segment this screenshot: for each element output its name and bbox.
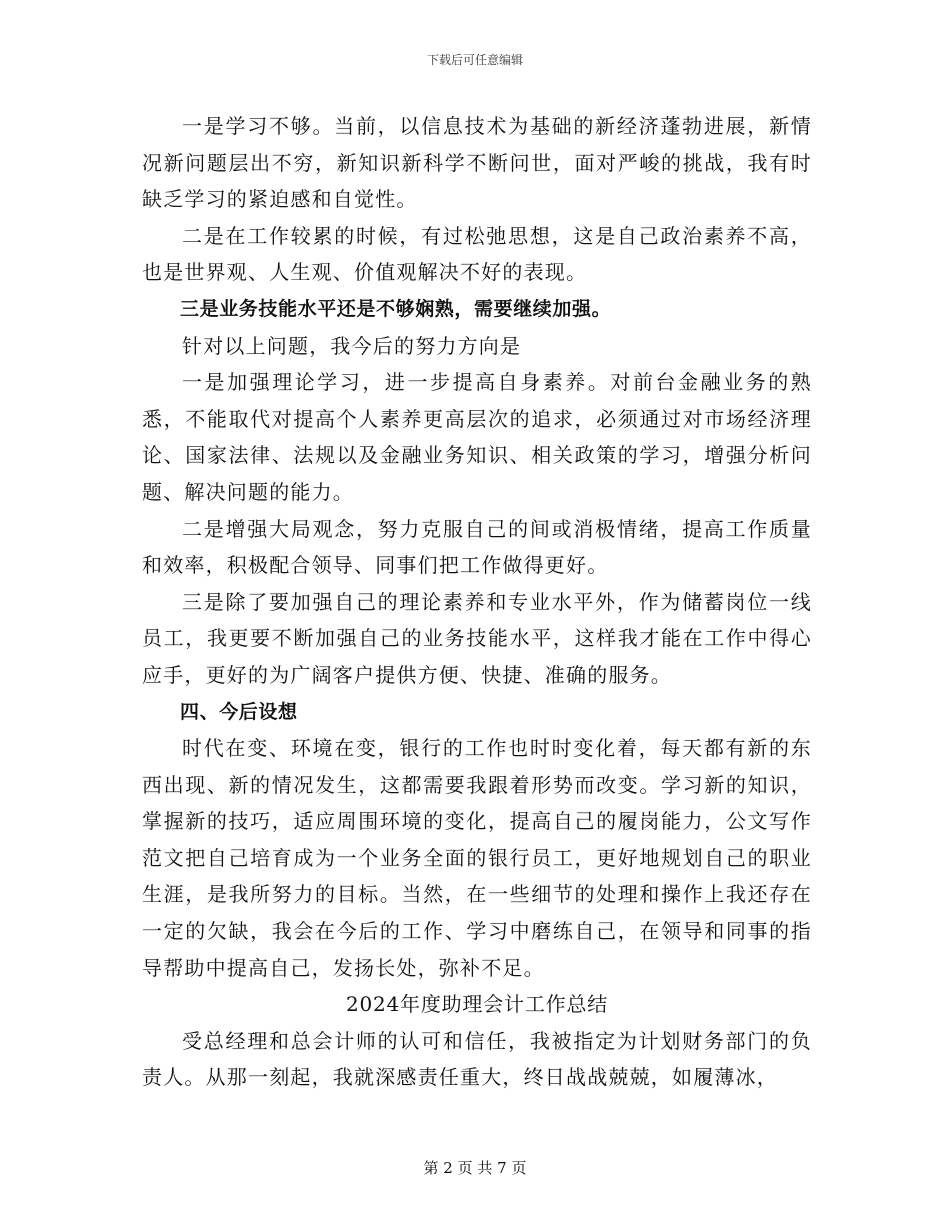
paragraph-relaxed-thinking: 二是在工作较累的时候，有过松弛思想，这是自己政治素养不高，也是世界观、人生观、价值观解决不好的表现。 xyxy=(142,223,812,285)
paragraph-big-picture: 二是增强大局观念，努力克服自己的间或消极情绪，提高工作质量和效率，积极配合领导、同事们把工作做得更好。 xyxy=(142,516,812,578)
page-number: 第 2 页 共 7 页 xyxy=(423,1159,527,1177)
section-heading-future-plans: 四、今后设想 xyxy=(180,700,298,723)
paragraph-appointment: 受总经理和总会计师的认可和信任，我被指定为计划财务部门的负责人。从那一刻起，我就深感责任重大，终日战战兢兢，如履薄冰， xyxy=(142,1028,812,1090)
page-header-note: 下载后可任意编辑 xyxy=(426,53,523,67)
paragraph-future-plans: 时代在变、环境在变，银行的工作也时时变化着，每天都有新的东西出现、新的情况发生，这都需要我跟着形势而改变。学习新的知识，掌握新的技巧，适应周围环境的变化，提高自己的履岗能力，公文写作范文把自己培育成为一个业务全面的银行员工，更好地规划自己的职业生涯，是我所努力的目标。当然，在一些细节的处理和操作上我还存在一定的欠缺，我会在今后的工作、学习中磨练自己，在领导和同事的指导帮助中提高自己，发扬长处，弥补不足。 xyxy=(142,736,812,980)
document-title: 2024年度助理会计工作总结 xyxy=(345,992,609,1017)
paragraph-theory-study: 一是加强理论学习，进一步提高自身素养。对前台金融业务的熟悉，不能取代对提高个人素养更高层次的追求，必须通过对市场经济理论、国家法律、法规以及金融业务知识、相关政策的学习，增强分析问题、解决问题的能力。 xyxy=(142,370,812,504)
document-body xyxy=(142,108,812,1096)
paragraph-professional-skill: 三是除了要加强自己的理论素养和专业水平外，作为储蓄岗位一线员工，我更要不断加强自己的业务技能水平，这样我才能在工作中得心应手，更好的为广阔客户提供方便、快捷、准确的服务。 xyxy=(142,589,812,687)
paragraph-study-shortfall: 一是学习不够。当前，以信息技术为基础的新经济蓬勃进展，新情况新问题层出不穷，新知识新科学不断问世，面对严峻的挑战，我有时缺乏学习的紧迫感和自觉性。 xyxy=(142,114,812,212)
paragraph-direction-intro: 针对以上问题，我今后的努力方向是 xyxy=(182,333,522,358)
paragraph-skill-level-bold: 三是业务技能水平还是不够娴熟，需要继续加强。 xyxy=(180,297,612,320)
